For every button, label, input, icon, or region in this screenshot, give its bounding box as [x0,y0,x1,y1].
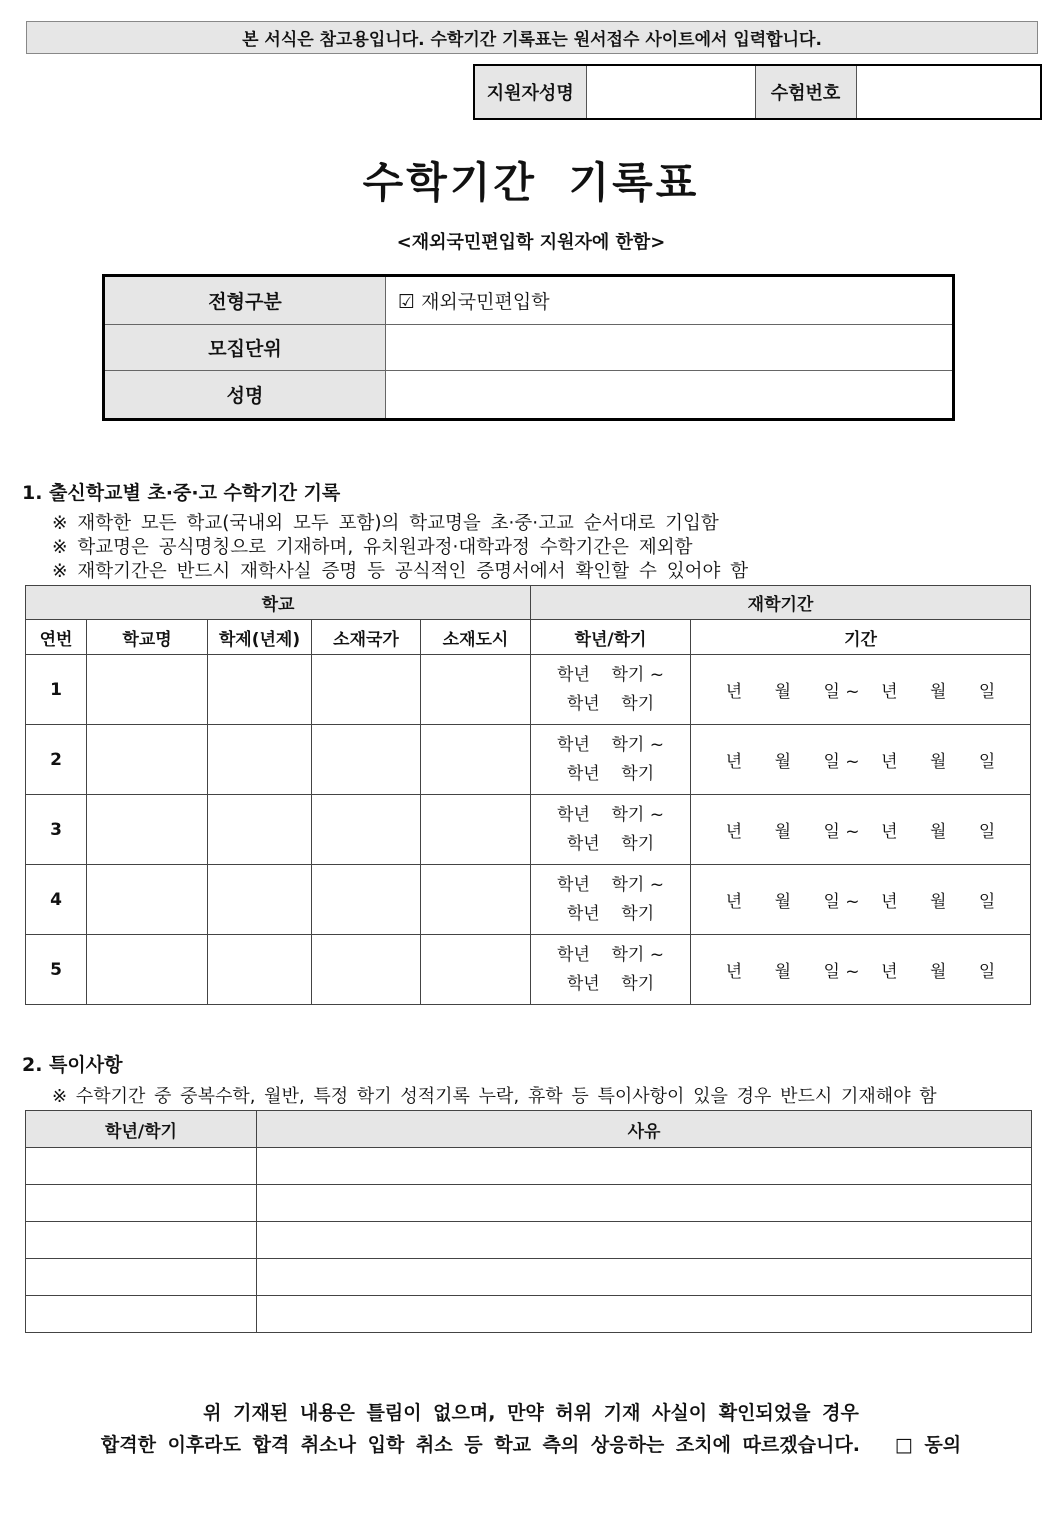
city-cell[interactable] [421,795,531,865]
semester-to: 학년 학기 [566,903,655,924]
table-row [26,725,1031,795]
section1-note-2: ※ 학교명은 공식명칭으로 기재하며, 유치원과정·대학과정 수학기간은 제외함 [52,537,693,558]
city-cell[interactable] [421,655,531,725]
system-cell[interactable] [208,795,312,865]
country-cell[interactable] [312,725,421,795]
city-cell[interactable] [421,935,531,1005]
remark-reason-cell[interactable] [257,1185,1032,1222]
period-cell[interactable] [691,655,1031,725]
remark-reason-cell[interactable] [257,1259,1032,1296]
period-text: 년 월 일 ~ 년 월 일 [725,752,996,772]
section2-title: 2. 특이사항 [22,1054,123,1076]
country-cell[interactable] [312,865,421,935]
semester-from: 학년 학기 ~ [557,944,664,965]
applicant-box [473,64,1042,120]
city-cell[interactable] [421,725,531,795]
country-cell[interactable] [312,795,421,865]
table-row [26,1185,1032,1222]
group-header-school: 학교 [26,586,531,620]
exam-number-label: 수험번호 [755,65,856,119]
remark-semester-cell[interactable] [26,1296,257,1333]
grade-semester-cell[interactable] [531,725,691,795]
col-header-grade-semester: 학년/학기 [26,1111,257,1148]
row-number: 5 [26,935,87,1005]
remark-reason-cell[interactable] [257,1296,1032,1333]
notice-banner: 본 서식은 참고용입니다. 수학기간 기록표는 원서접수 사이트에서 입력합니다. [26,21,1038,54]
period-cell[interactable] [691,725,1031,795]
track-value[interactable]: ☑ 재외국민편입학 [386,276,954,325]
table-row [26,935,1031,1005]
page-subtitle: <재외국민편입학 지원자에 한함> [396,232,666,253]
country-cell[interactable] [312,655,421,725]
school-name-cell[interactable] [87,795,208,865]
col-header-school-name: 학교명 [87,620,208,655]
city-cell[interactable] [421,865,531,935]
table-row [26,655,1031,725]
remark-semester-cell[interactable] [26,1222,257,1259]
country-cell[interactable] [312,935,421,1005]
pledge-line-1: 위 기재된 내용은 틀림이 없으며, 만약 허위 기재 사실이 확인되었을 경우 [203,1402,859,1424]
school-name-cell[interactable] [87,655,208,725]
name-field[interactable] [386,371,954,420]
table-row [26,1148,1032,1185]
period-cell[interactable] [691,795,1031,865]
col-header-city: 소재도시 [421,620,531,655]
pledge-line-2 [0,1430,1062,1457]
unit-field[interactable] [386,324,954,371]
remark-semester-cell[interactable] [26,1259,257,1296]
remark-reason-cell[interactable] [257,1222,1032,1259]
group-header-period: 재학기간 [531,586,1031,620]
semester-to: 학년 학기 [566,693,655,714]
col-header-no: 연번 [26,620,87,655]
semester-to: 학년 학기 [566,973,655,994]
pledge-line-2-text: 합격한 이후라도 합격 취소나 입학 취소 등 학교 측의 상응하는 조치에 따르겠습니다. [100,1434,860,1456]
col-header-grade-semester: 학년/학기 [531,620,691,655]
grade-semester-cell[interactable] [531,865,691,935]
semester-from: 학년 학기 ~ [557,734,664,755]
col-header-system: 학제(년제) [208,620,312,655]
period-text: 년 월 일 ~ 년 월 일 [725,892,996,912]
remark-reason-cell[interactable] [257,1148,1032,1185]
system-cell[interactable] [208,935,312,1005]
table-row [26,865,1031,935]
name-label: 성명 [104,371,386,420]
system-cell[interactable] [208,725,312,795]
grade-semester-cell[interactable] [531,795,691,865]
table-row [26,795,1031,865]
system-cell[interactable] [208,655,312,725]
applicant-name-label: 지원자성명 [474,65,586,119]
period-text: 년 월 일 ~ 년 월 일 [725,822,996,842]
agree-checkbox[interactable]: □ 동의 [894,1434,962,1456]
period-cell[interactable] [691,935,1031,1005]
section1-note-1: ※ 재학한 모든 학교(국내외 모두 포함)의 학교명을 초·중·고교 순서대로 기입함 [52,513,719,534]
grade-semester-cell[interactable] [531,655,691,725]
system-cell[interactable] [208,865,312,935]
unit-label: 모집단위 [104,324,386,371]
section2-note: ※ 수학기간 중 중복수학, 월반, 특정 학기 성적기록 누락, 휴학 등 특이사항이 있을 경우 반드시 기재해야 함 [52,1086,937,1107]
exam-number-field[interactable] [856,65,1041,119]
info-table [102,274,955,421]
section1-note-3: ※ 재학기간은 반드시 재학사실 증명 등 공식적인 증명서에서 확인할 수 있어야 함 [52,561,749,582]
period-cell[interactable] [691,865,1031,935]
school-name-cell[interactable] [87,935,208,1005]
table-row [26,1222,1032,1259]
remarks-table [25,1110,1032,1333]
semester-to: 학년 학기 [566,763,655,784]
row-number: 1 [26,655,87,725]
row-number: 2 [26,725,87,795]
remark-semester-cell[interactable] [26,1148,257,1185]
col-header-reason: 사유 [257,1111,1032,1148]
applicant-name-field[interactable] [586,65,755,119]
school-name-cell[interactable] [87,865,208,935]
grade-semester-cell[interactable] [531,935,691,1005]
period-text: 년 월 일 ~ 년 월 일 [725,682,996,702]
row-number: 4 [26,865,87,935]
col-header-period: 기간 [691,620,1031,655]
semester-from: 학년 학기 ~ [557,664,664,685]
table-row [26,1259,1032,1296]
semester-to: 학년 학기 [566,833,655,854]
period-text: 년 월 일 ~ 년 월 일 [725,962,996,982]
semester-from: 학년 학기 ~ [557,874,664,895]
school-name-cell[interactable] [87,725,208,795]
row-number: 3 [26,795,87,865]
section1-title: 1. 출신학교별 초·중·고 수학기간 기록 [22,482,341,504]
remark-semester-cell[interactable] [26,1185,257,1222]
table-row [26,1296,1032,1333]
track-label: 전형구분 [104,276,386,325]
col-header-country: 소재국가 [312,620,421,655]
page-title: 수학기간 기록표 [362,158,700,207]
semester-from: 학년 학기 ~ [557,804,664,825]
study-period-table [25,585,1031,1005]
